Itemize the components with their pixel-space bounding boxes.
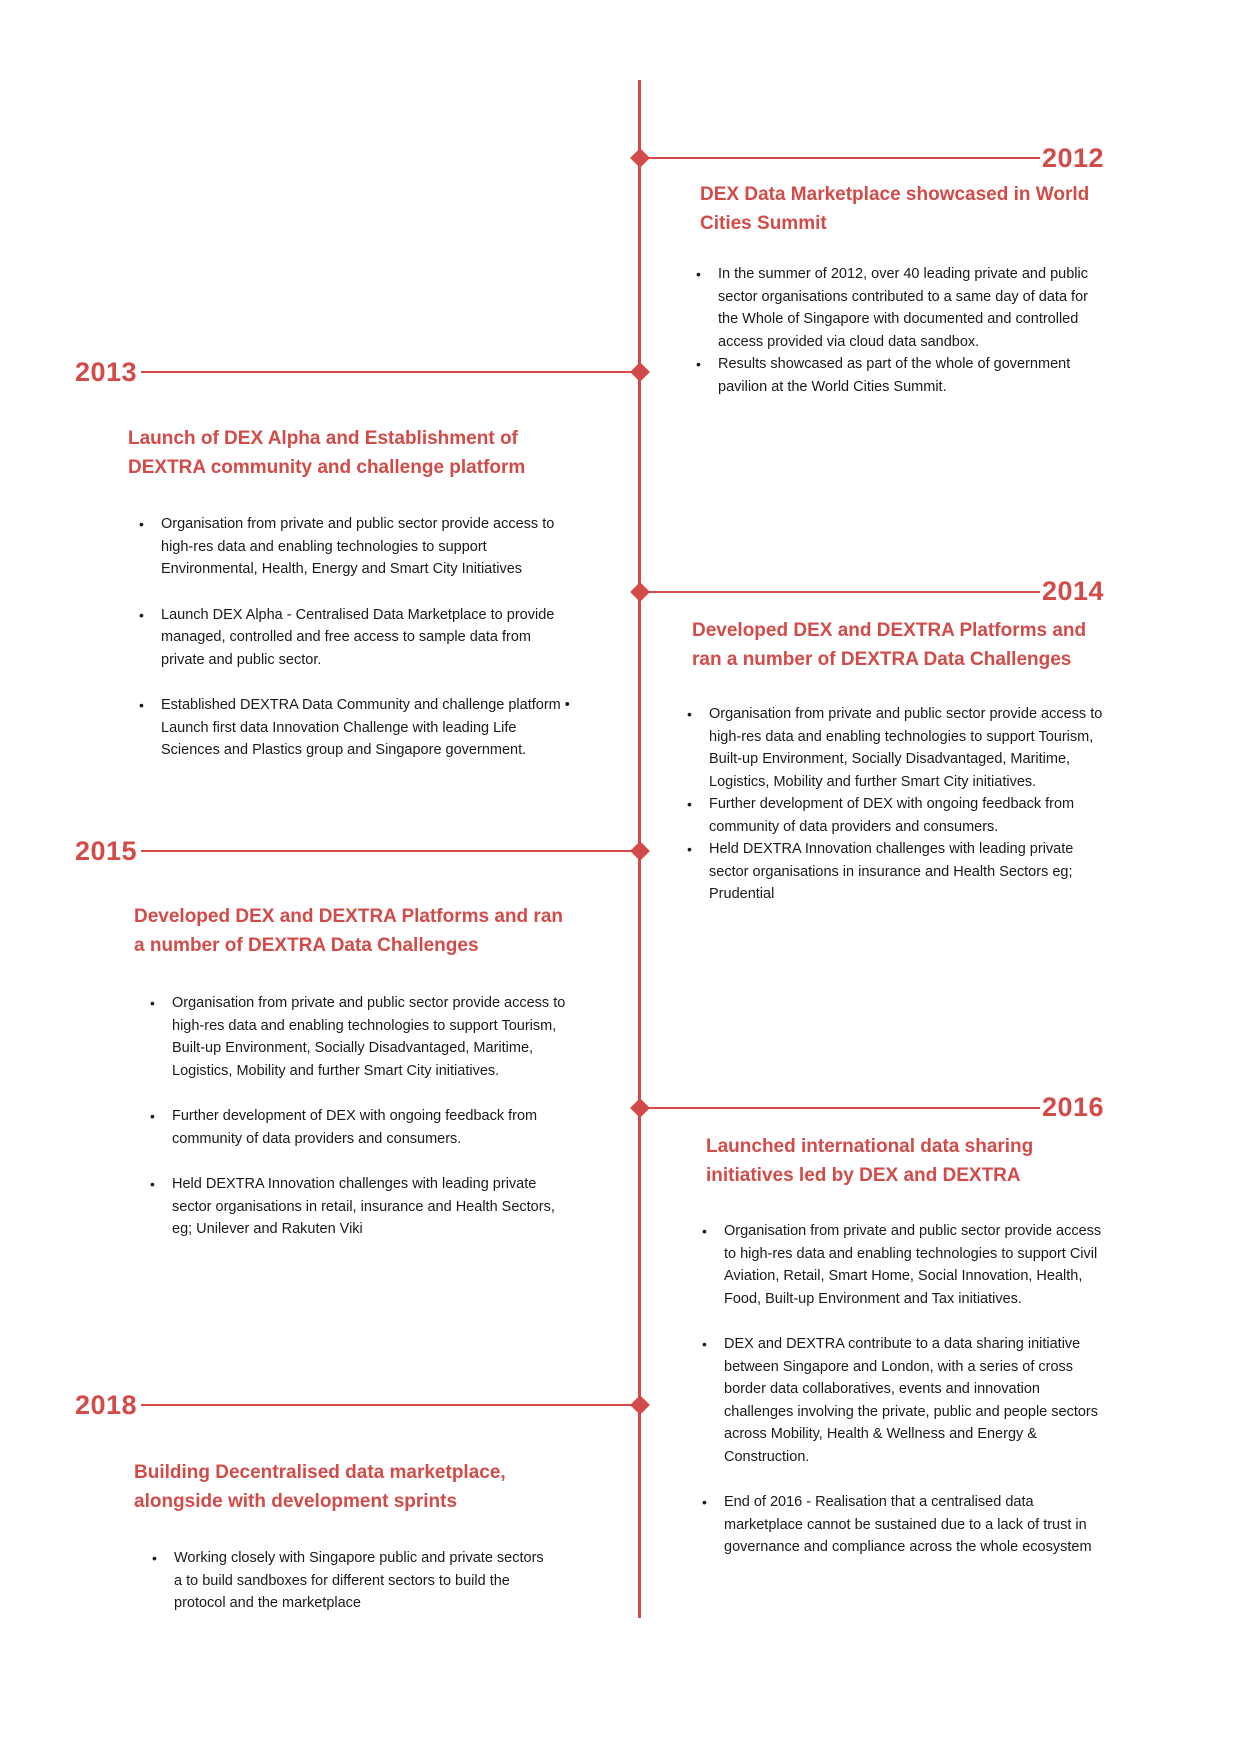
list-item: • Held DEXTRA Innovation challenges with leading private sector organisations in insurance and Health Sectors eg; Prudential <box>709 838 1104 906</box>
year-label-2018: 2018 <box>75 1390 138 1420</box>
milestone-bullets-2012 <box>696 263 1110 398</box>
bullet-icon: • <box>696 356 701 372</box>
milestone-bullets-2015 <box>150 992 577 1241</box>
year-label-2016: 2016 <box>1042 1092 1105 1122</box>
connector-2014 <box>648 591 1040 593</box>
milestone-marker-2018 <box>630 1395 650 1415</box>
list-item: • Organisation from private and public sector provide access to high-res data and enabling technologies to support Civil Aviation, Retail, Smart Home, Social Innovation, Health, Food, Built-up Environment and Tax initiatives. <box>724 1220 1104 1310</box>
list-item: • Organisation from private and public sector provide access to high-res data and enabling technologies to support Tourism, Built-up Environment, Socially Disadvantaged, Maritime, Logistics, Mobility and further Smart City initiatives. <box>172 992 577 1082</box>
list-item: • Results showcased as part of the whole of government pavilion at the World Cities Summit. <box>718 353 1110 398</box>
bullet-icon: • <box>702 1223 707 1239</box>
milestone-marker-2013 <box>630 362 650 382</box>
list-item: • In the summer of 2012, over 40 leading private and public sector organisations contributed to a same day of data for the Whole of Singapore with documented and controlled access provided via cloud data sandbox. <box>718 263 1110 353</box>
connector-2018 <box>141 1404 633 1406</box>
year-label-2014: 2014 <box>1042 576 1105 606</box>
milestone-bullets-2013 <box>139 513 573 762</box>
milestone-heading-2014: Developed DEX and DEXTRA Platforms and ran a number of DEXTRA Data Challenges <box>692 620 1087 670</box>
bullet-icon: • <box>150 1108 155 1124</box>
list-item: • Further development of DEX with ongoing feedback from community of data providers and consumers. <box>172 1105 577 1150</box>
bullet-icon: • <box>687 841 692 857</box>
milestone-marker-2016 <box>630 1098 650 1118</box>
milestone-heading-2018: Building Decentralised data marketplace, alongside with development sprints <box>134 1462 506 1512</box>
milestone-bullets-2014 <box>687 703 1104 906</box>
list-item: • Established DEXTRA Data Community and challenge platform • Launch first data Innovation Challenge with leading Life Sciences and Plastics group and Singapore government. <box>161 694 573 762</box>
connector-2013 <box>141 371 633 373</box>
bullet-icon: • <box>687 796 692 812</box>
year-label-2013: 2013 <box>75 357 138 387</box>
bullet-icon: • <box>139 516 144 532</box>
year-label-2015: 2015 <box>75 836 138 866</box>
bullet-icon: • <box>687 706 692 722</box>
bullet-icon: • <box>702 1494 707 1510</box>
connector-2012 <box>648 157 1040 159</box>
list-item: • DEX and DEXTRA contribute to a data sharing initiative between Singapore and London, with a series of cross border data collaboratives, events and innovation challenges involving the private, public and people sectors across Mobility, Health & Wellness and Energy & Construction. <box>724 1333 1104 1468</box>
bullet-icon: • <box>139 697 144 713</box>
milestone-heading-2016: Launched international data sharing initiatives led by DEX and DEXTRA <box>706 1136 1034 1186</box>
list-item: • End of 2016 - Realisation that a centralised data marketplace cannot be sustained due to a lack of trust in governance and compliance across the whole ecosystem <box>724 1491 1104 1559</box>
bullet-icon: • <box>696 266 701 282</box>
bullet-icon: • <box>139 606 144 623</box>
milestone-bullets-2018 <box>152 1547 554 1615</box>
connector-2016 <box>648 1107 1040 1109</box>
connector-2015 <box>141 850 633 852</box>
list-item: • Further development of DEX with ongoing feedback from community of data providers and consumers. <box>709 793 1104 838</box>
milestone-heading-2012: DEX Data Marketplace showcased in World Cities Summit <box>700 184 1090 234</box>
list-item: • Organisation from private and public sector provide access to high-res data and enabling technologies to support Environmental, Health, Energy and Smart City Initiatives <box>161 513 573 581</box>
bullet-icon: • <box>150 995 155 1011</box>
list-item: • Held DEXTRA Innovation challenges with leading private sector organisations in retail, insurance and Health Sectors, eg; Unilever and Rakuten Viki <box>172 1173 577 1241</box>
milestone-marker-2015 <box>630 841 650 861</box>
list-item: • Organisation from private and public sector provide access to high-res data and enabling technologies to support Tourism, Built-up Environment, Socially Disadvantaged, Maritime, Logistics, Mobility and further Smart City initiatives. <box>709 703 1104 793</box>
milestone-bullets-2016 <box>702 1220 1104 1559</box>
list-item: • Launch DEX Alpha - Centralised Data Marketplace to provide managed, controlled and free access to sample data from private and public sector. <box>161 604 573 672</box>
milestone-marker-2014 <box>630 582 650 602</box>
bullet-icon: • <box>152 1550 157 1566</box>
bullet-icon: • <box>702 1336 707 1352</box>
list-item: • Working closely with Singapore public and private sectors a to build sandboxes for different sectors to build the protocol and the marketplace <box>174 1547 554 1615</box>
bullet-icon: • <box>150 1176 155 1192</box>
milestone-heading-2015: Developed DEX and DEXTRA Platforms and ran a number of DEXTRA Data Challenges <box>134 906 563 956</box>
milestone-marker-2012 <box>630 148 650 168</box>
milestone-heading-2013: Launch of DEX Alpha and Establishment of DEXTRA community and challenge platform <box>128 428 526 478</box>
year-label-2012: 2012 <box>1042 143 1105 173</box>
